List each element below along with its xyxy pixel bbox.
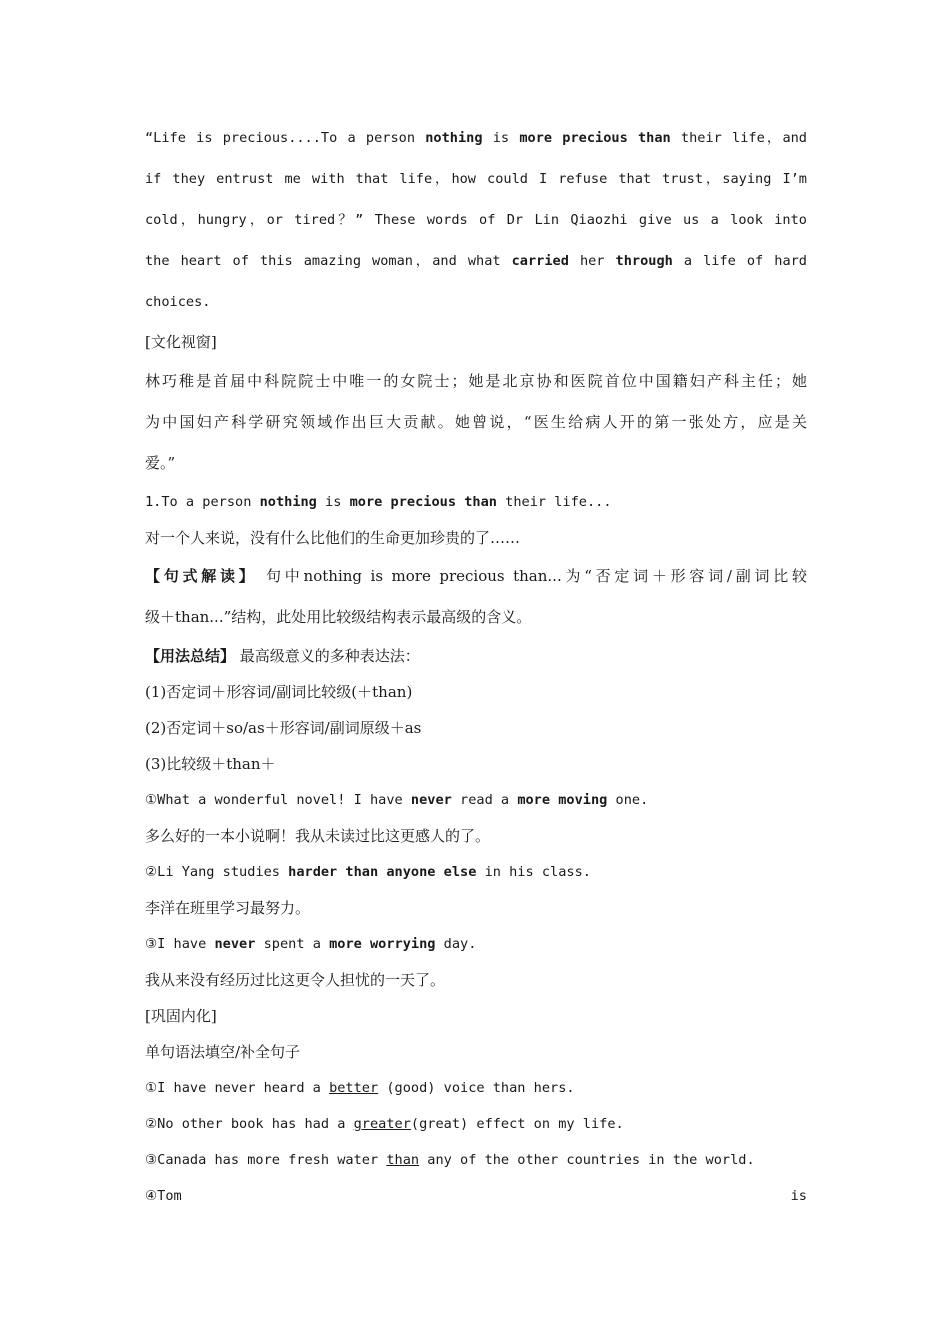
text: ①What a wonderful novel! I have bbox=[145, 792, 411, 808]
example-3 bbox=[145, 926, 807, 962]
text: is bbox=[482, 130, 520, 146]
passage-line-2: if they entrust me with that life，how could I refuse that trust，saying I’m bbox=[145, 171, 807, 187]
practice-item-3 bbox=[145, 1142, 807, 1178]
text: a life of hard bbox=[672, 253, 807, 269]
text: the heart of this amazing woman，and what bbox=[145, 253, 512, 269]
bold-phrase: more precious than bbox=[349, 494, 497, 510]
example-2-translation: 李洋在班里学习最努力。 bbox=[145, 899, 311, 917]
text: ③I have bbox=[145, 936, 215, 952]
passage-line-4 bbox=[145, 241, 807, 282]
text: ④Tom bbox=[145, 1188, 182, 1204]
text: read a bbox=[451, 792, 518, 808]
practice-subheading: 单句语法填空/补全句子 bbox=[145, 1043, 301, 1061]
practice-item-1 bbox=[145, 1070, 807, 1106]
rule-3: (3)比较级＋than＋ bbox=[145, 755, 276, 773]
text: (good) voice than hers. bbox=[378, 1080, 575, 1096]
bold-phrase: never bbox=[410, 792, 452, 808]
text: any of the other countries in the world. bbox=[419, 1152, 755, 1168]
practice-item-2 bbox=[145, 1106, 807, 1142]
bold-phrase: through bbox=[615, 253, 673, 269]
text: their life... bbox=[496, 494, 612, 510]
point1-translation: 对一个人来说，没有什么比他们的生命更加珍贵的了…… bbox=[145, 529, 521, 547]
example-1-translation: 多么好的一本小说啊！我从未读过比这更感人的了。 bbox=[145, 827, 491, 845]
example-2 bbox=[145, 854, 807, 890]
analysis-text: 句中nothing is more precious than...为“否定词＋形容词/副词比较 bbox=[257, 567, 807, 585]
bold-phrase: more precious than bbox=[519, 130, 671, 146]
answer-blank: than bbox=[386, 1152, 420, 1168]
passage-line-1 bbox=[145, 118, 807, 159]
summary-label: 【用法总结】 bbox=[145, 647, 236, 665]
analysis-label: 【句式解读】 bbox=[145, 567, 258, 585]
bold-phrase: more worrying bbox=[329, 936, 436, 952]
text: day. bbox=[435, 936, 477, 952]
summary-text: 最高级意义的多种表达法： bbox=[235, 647, 420, 665]
passage bbox=[145, 118, 807, 323]
bold-phrase: never bbox=[214, 936, 256, 952]
passage-line-3: cold，hungry，or tired？” These words of Dr Lin Qiaozhi give us a look into bbox=[145, 212, 807, 228]
bold-phrase: nothing bbox=[259, 494, 317, 510]
text: her bbox=[568, 253, 616, 269]
text: is bbox=[316, 494, 350, 510]
text: (great) effect on my life. bbox=[410, 1116, 624, 1132]
answer-blank: greater bbox=[353, 1116, 411, 1132]
answer-blank: better bbox=[329, 1080, 379, 1096]
text: their life，and bbox=[670, 130, 807, 146]
text: “Life is precious....To a person bbox=[145, 130, 426, 146]
passage-line-5: choices. bbox=[145, 294, 211, 310]
practice-heading: [巩固内化] bbox=[145, 1007, 217, 1025]
rule-1: (1)否定词＋形容词/副词比较级(＋than) bbox=[145, 683, 413, 701]
bold-phrase: more moving bbox=[517, 792, 608, 808]
culture-line-1: 林巧稚是首届中科院院士中唯一的女院士；她是北京协和医院首位中国籍妇产科主任；她 bbox=[145, 372, 807, 390]
example-1 bbox=[145, 782, 807, 818]
culture-line-2: 为中国妇产科学研究领域作出巨大贡献。她曾说，“医生给病人开的第一张处方，应是关 bbox=[145, 413, 807, 431]
culture-heading: [文化视窗] bbox=[145, 333, 217, 351]
document-content bbox=[145, 118, 807, 1214]
summary-line bbox=[145, 638, 807, 674]
text: one. bbox=[607, 792, 649, 808]
rule-2: (2)否定词＋so/as＋形容词/副词原级＋as bbox=[145, 719, 422, 737]
bold-phrase: carried bbox=[511, 253, 569, 269]
point1-sentence bbox=[145, 484, 807, 520]
text: ②No other book has had a bbox=[145, 1116, 354, 1132]
analysis-line-1 bbox=[145, 556, 807, 597]
bold-phrase: harder than anyone else bbox=[288, 864, 477, 880]
culture-line-3: 爱。” bbox=[145, 454, 176, 472]
text: is bbox=[790, 1188, 807, 1204]
text: ①I have never heard a bbox=[145, 1080, 330, 1096]
text: spent a bbox=[255, 936, 330, 952]
example-3-translation: 我从来没有经历过比这更令人担忧的一天了。 bbox=[145, 971, 446, 989]
analysis-line-2: 级＋than...”结构，此处用比较级结构表示最高级的含义。 bbox=[145, 608, 532, 626]
bold-phrase: nothing bbox=[425, 130, 483, 146]
text: ③Canada has more fresh water bbox=[145, 1152, 387, 1168]
text: ②Li Yang studies bbox=[145, 864, 289, 880]
text: 1.To a person bbox=[145, 494, 260, 510]
text: in his class. bbox=[476, 864, 591, 880]
practice-item-4 bbox=[145, 1178, 807, 1214]
